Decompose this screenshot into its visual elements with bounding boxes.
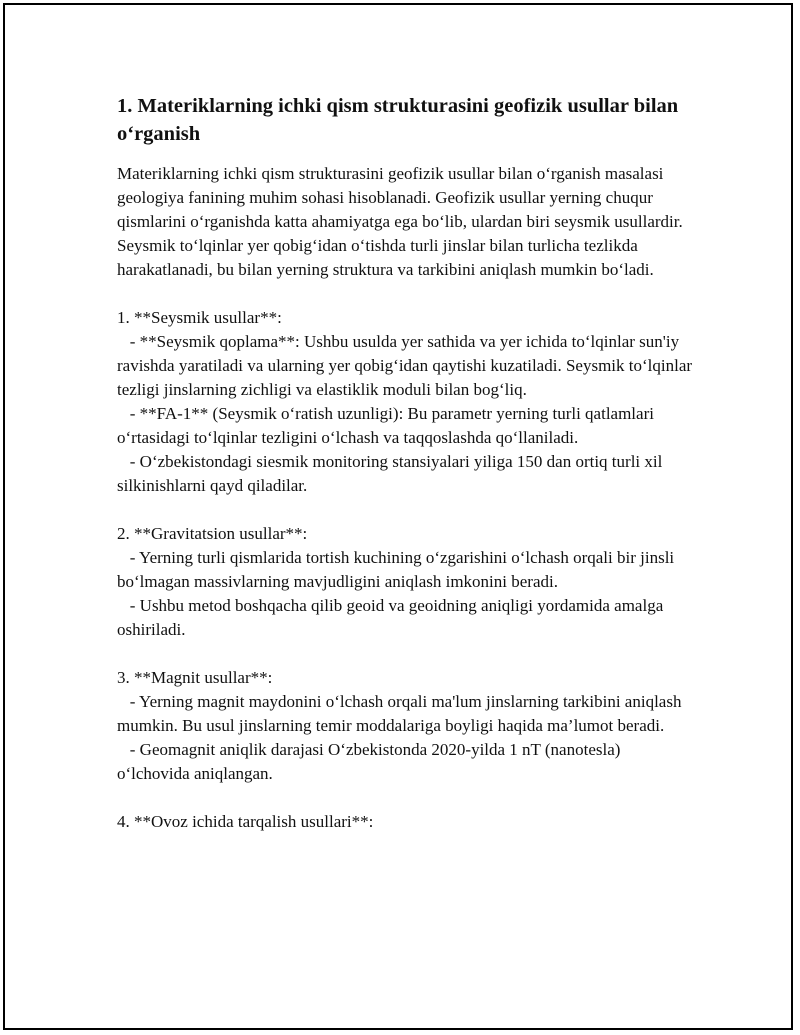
document-content bbox=[117, 92, 697, 834]
body-text: Materiklarning ichki qism strukturasini geofizik usullar bilan o‘rganish masalasi geologiya fanining muhim sohasi hisoblanadi. Geofizik usullar yerning chuqur qismlarini o‘rganishda katta ahamiyatga ega bo‘lib, ulardan biri seysmik usullardir. Seysmik to‘lqinlar yer qobig‘idan o‘tishda turli jinslar bilan turlicha tezlikda harakatlanadi, bu bilan yerning struktura va tarkibini aniqlash mumkin bo‘ladi. 1. **Seysmik usullar**: - **Seysmik qoplama**: Ushbu usulda yer sathida va yer ichida to‘lqinlar sun'iy ravishda yaratiladi va ularning yer qobig‘idan qaytishi kuzatiladi. Seysmik to‘lqinlar tezligi jinslarning zichligi va elastiklik moduli bilan bog‘liq. - **FA-1** (Seysmik o‘ratish uzunligi): Bu parametr yerning turli qatlamlari o‘rtasidagi to‘lqinlar tezligini o‘lchash va taqqoslashda qo‘llaniladi. - O‘zbekistondagi siesmik monitoring stansiyalari yiliga 150 dan ortiq turli xil silkinishlarni qayd qiladilar. 2. **Gravitatsion usullar**: - Yerning turli qismlarida tortish kuchining o‘zgarishini o‘lchash orqali bir jinsli bo‘lmagan massivlarning mavjudligini aniqlash imkonini beradi. - Ushbu metod boshqacha qilib geoid va geoidning aniqligi yordamida amalga oshiriladi. 3. **Magnit usullar**: - Yerning magnit maydonini o‘lchash orqali ma'lum jinslarning tarkibini aniqlash mumkin. Bu usul jinslarning temir moddalariga boyligi haqida ma’lumot beradi. - Geomagnit aniqlik darajasi O‘zbekistonda 2020-yilda 1 nT (nanotesla) o‘lchovida aniqlangan. 4. **Ovoz ichida tarqalish usullari**: bbox=[117, 164, 693, 831]
section-heading: 1. Materiklarning ichki qism strukturasini geofizik usullar bilan o‘rganish bbox=[117, 95, 679, 145]
